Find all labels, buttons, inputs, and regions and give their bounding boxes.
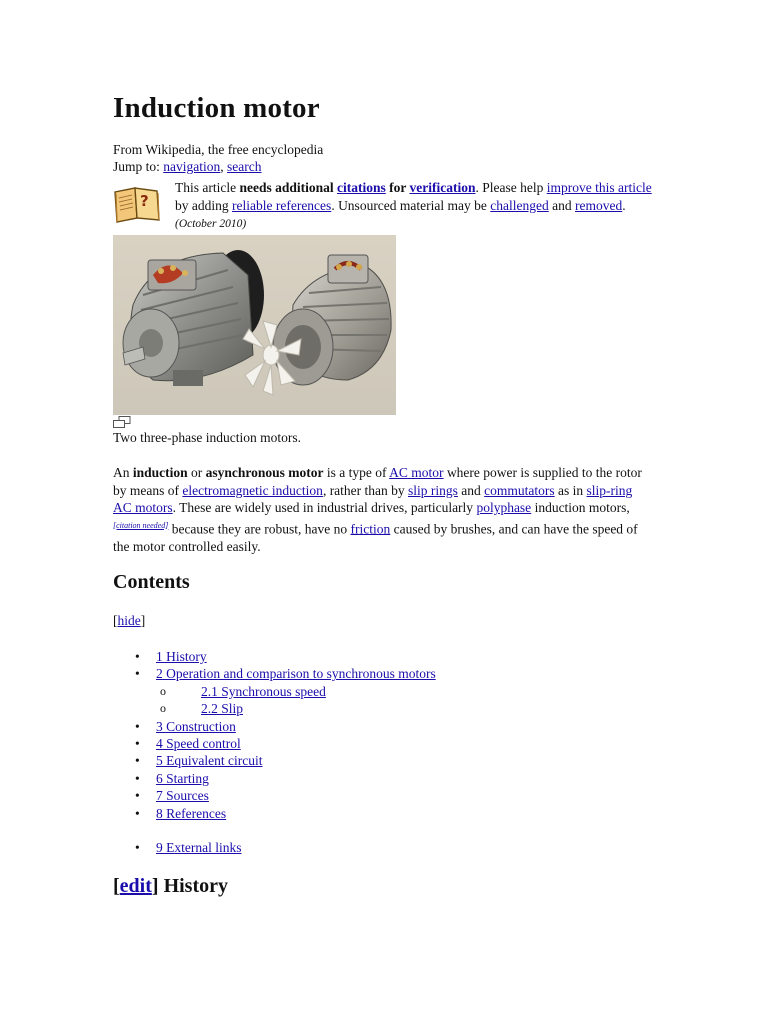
notice-date: (October 2010) <box>175 218 247 230</box>
bullet: • <box>135 718 140 734</box>
lead-paragraph <box>113 464 653 555</box>
bracket: ] <box>151 875 159 897</box>
para-text: . These are widely used in industrial drives, particularly <box>172 500 477 515</box>
para-bold-induction: induction <box>132 465 188 480</box>
image-caption: Two three-phase induction motors. <box>113 430 302 445</box>
toc-item <box>113 839 613 856</box>
para-text: because they are robust, have no <box>168 521 351 536</box>
toc-item <box>113 735 613 752</box>
bracket: ] <box>140 613 146 628</box>
commutators-link[interactable]: commutators <box>484 482 555 498</box>
toc-link-sources[interactable]: 7 Sources <box>156 788 209 804</box>
toc-item <box>113 805 613 822</box>
open-book-question-icon <box>113 184 161 224</box>
friction-link[interactable]: friction <box>350 521 391 536</box>
navigation-link[interactable]: navigation <box>163 159 221 174</box>
para-text: is a type of <box>323 465 390 480</box>
verification-link[interactable]: verification <box>409 180 476 195</box>
toc-link-slip[interactable]: 2.2 Slip <box>201 701 244 717</box>
bracket: [ <box>113 613 118 628</box>
jump-prefix: Jump to: <box>113 159 164 174</box>
para-text: as in <box>554 482 587 498</box>
notice-text-part: . Unsourced material may be <box>331 197 491 213</box>
para-text: and <box>457 482 485 498</box>
bullet: • <box>135 805 140 821</box>
notice-text-part: . Please help <box>475 180 547 195</box>
bullet: • <box>135 770 140 786</box>
toc-item <box>113 718 613 735</box>
notice-bold: needs additional <box>239 180 338 195</box>
site-subtitle: From Wikipedia, the free encyclopedia <box>113 142 324 157</box>
bullet: • <box>135 735 140 751</box>
removed-link[interactable]: removed <box>575 197 623 213</box>
toc-link-speed-control[interactable]: 4 Speed control <box>156 735 241 751</box>
bracket: [ <box>113 875 120 897</box>
sub-bullet: o <box>160 701 166 716</box>
edit-history-link[interactable]: edit <box>119 875 152 897</box>
toc-subitem <box>113 683 613 700</box>
sub-bullet: o <box>160 683 166 698</box>
citations-link[interactable]: citations <box>337 180 386 195</box>
improve-article-link[interactable]: improve this article <box>546 180 652 195</box>
toc-subitem <box>113 700 613 717</box>
toc-link-references[interactable]: 8 References <box>156 805 227 821</box>
toc-link-construction[interactable]: 3 Construction <box>156 718 236 734</box>
para-text: or <box>187 465 206 480</box>
citation-needed-link[interactable]: [citation needed] <box>113 520 169 530</box>
slip-ring-ac-motors-link[interactable]: slip-ring AC motors <box>113 482 633 515</box>
challenged-link[interactable]: challenged <box>490 197 549 213</box>
jump-separator: , <box>220 159 228 174</box>
bullet: • <box>135 753 140 769</box>
notice-text-part: This article <box>175 180 240 195</box>
enlarge-icon[interactable] <box>113 416 131 428</box>
toc-item <box>113 787 613 804</box>
toc-item <box>113 770 613 787</box>
para-text: where power is supplied to the rotor by means of <box>113 465 642 498</box>
para-text: , rather than by <box>322 482 409 498</box>
notice-text-part: by adding <box>175 197 232 213</box>
para-text: An <box>113 465 133 480</box>
svg-text:?: ? <box>140 192 149 210</box>
contents-heading: Contents <box>113 571 190 593</box>
toc-spacer <box>113 822 613 839</box>
notice-bold-for: for <box>385 180 410 195</box>
polyphase-link[interactable]: polyphase <box>476 500 532 515</box>
history-heading-label: History <box>158 875 228 897</box>
reliable-references-link[interactable]: reliable references <box>232 197 332 213</box>
search-link[interactable]: search <box>227 159 262 174</box>
toc-item <box>113 665 613 682</box>
toc-toggle <box>113 613 145 629</box>
toc-link-operation[interactable]: 2 Operation and comparison to synchronous motors <box>156 666 436 682</box>
para-text: caused by brushes, and can have the speed of the motor controlled easily. <box>113 521 638 554</box>
ac-motor-link[interactable]: AC motor <box>389 465 444 480</box>
toc-link-history[interactable]: 1 History <box>156 649 207 664</box>
toc-item <box>113 752 613 769</box>
electromagnetic-induction-link[interactable]: electromagnetic induction <box>182 482 323 498</box>
slip-rings-link[interactable]: slip rings <box>408 482 458 498</box>
hide-toc-link[interactable]: hide <box>117 613 141 628</box>
notice-text-part: and <box>548 197 575 213</box>
induction-motors-photo[interactable] <box>113 235 396 415</box>
notice-text-part: . <box>622 197 626 213</box>
bullet: • <box>135 788 140 804</box>
bullet: • <box>135 666 140 682</box>
notice-text <box>175 179 653 234</box>
page-title: Induction motor <box>113 92 320 124</box>
bullet: • <box>135 840 140 856</box>
para-text: induction motors, <box>531 500 630 515</box>
toc-link-equivalent-circuit[interactable]: 5 Equivalent circuit <box>156 753 263 769</box>
para-bold-asynchronous: asynchronous motor <box>205 465 324 480</box>
toc-link-starting[interactable]: 6 Starting <box>156 770 209 786</box>
jump-to <box>113 158 262 175</box>
toc-link-external-links[interactable]: 9 External links <box>156 840 242 856</box>
history-heading <box>113 875 228 898</box>
table-of-contents <box>113 648 613 857</box>
toc-item <box>113 648 613 665</box>
bullet: • <box>135 649 140 664</box>
toc-link-synchronous-speed[interactable]: 2.1 Synchronous speed <box>201 683 326 699</box>
